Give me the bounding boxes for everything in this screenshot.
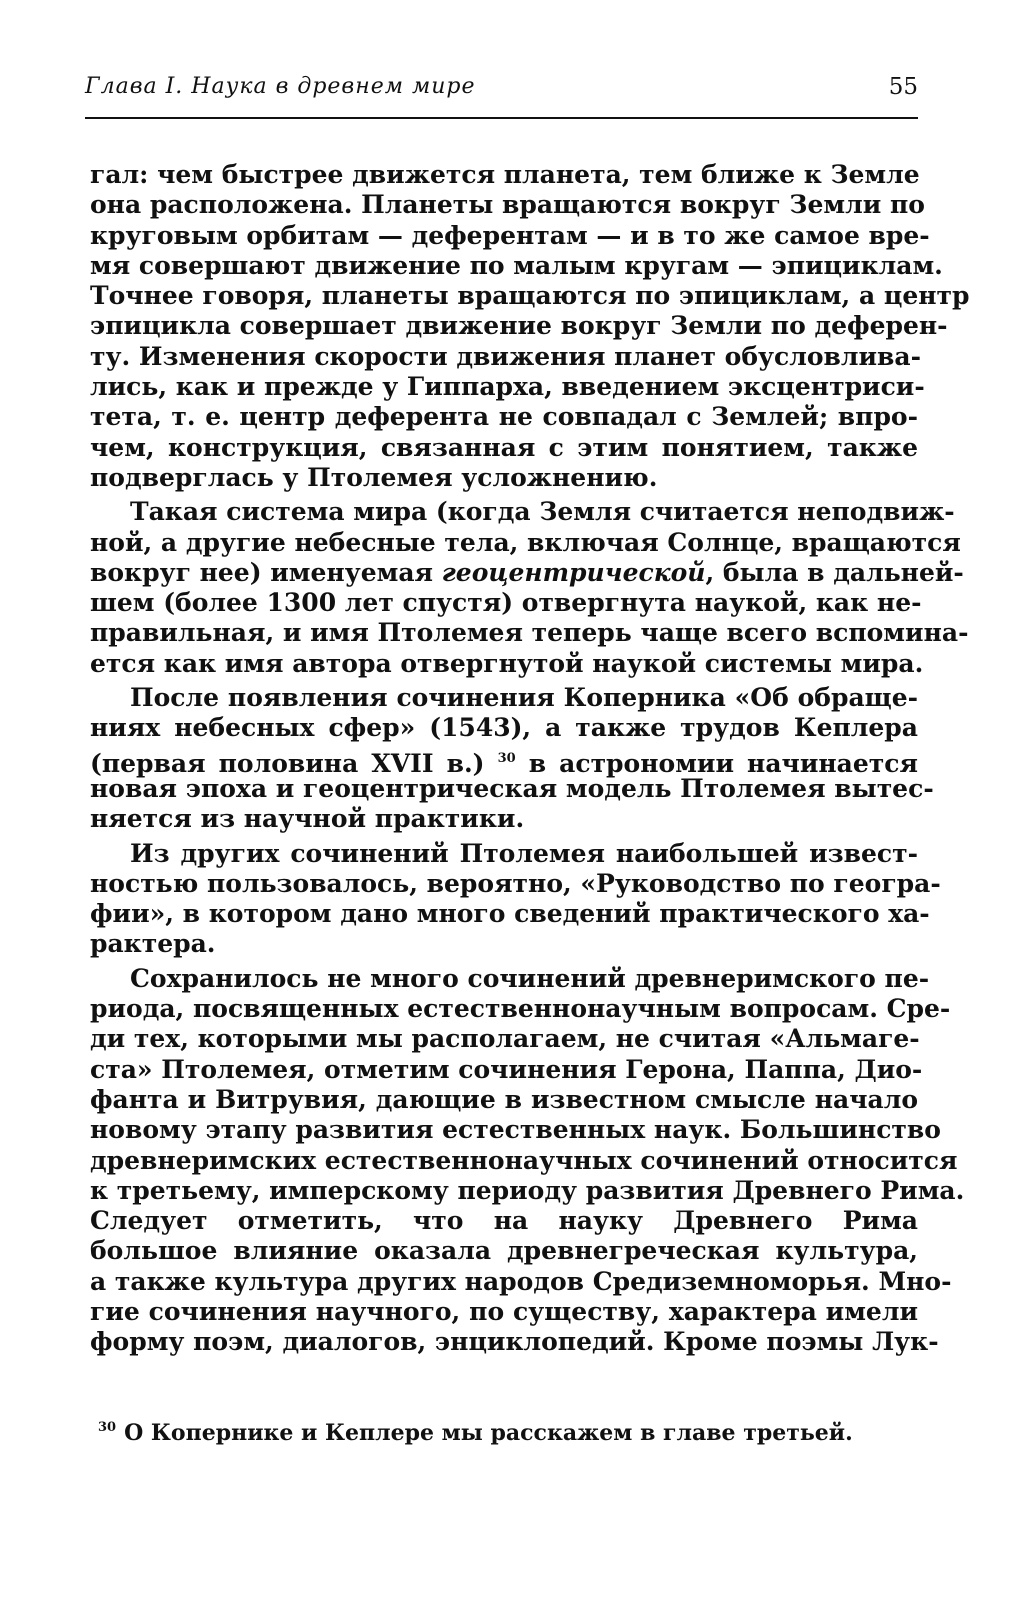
text-run: , была в дальней- <box>705 557 964 587</box>
text-line: ди тех, которыми мы располагаем, не считая «Альмаге- <box>90 1024 920 1054</box>
text-line: лись, как и прежде у Гиппарха, введением эксцентриси- <box>90 372 925 402</box>
footnote-text: О Копернике и Кеплере мы расскажем в главе третьей. <box>124 1420 853 1446</box>
text-line <box>90 744 918 778</box>
text-line: Точнее говоря, планеты вращаются по эпициклам, а центр <box>90 281 970 311</box>
text-line: ту. Изменения скорости движения планет обусловлива- <box>90 341 922 371</box>
text-line: новому этапу развития естественных наук. Большинство <box>90 1115 941 1145</box>
paragraph <box>90 963 965 1358</box>
text-line <box>90 557 964 588</box>
footnote-ref: 30 <box>497 750 516 766</box>
text-line: няется из научной практики. <box>90 804 525 834</box>
text-line: она расположена. Планеты вращаются вокруг Земли по <box>90 190 925 220</box>
text-line: подверглась у Птолемея усложнению. <box>90 462 658 492</box>
text-line: новая эпоха и геоцентрическая модель Птолемея вытес- <box>90 773 934 803</box>
text-line: гие сочинения научного, по существу, характера имели <box>90 1296 918 1326</box>
paragraph <box>90 160 970 493</box>
text-line: чем, конструкция, связанная с этим понятием, также <box>90 432 918 462</box>
paragraph <box>90 683 934 834</box>
text-line: Сохранилось не много сочинений древнеримского пе- <box>130 963 930 993</box>
text-line: мя совершают движение по малым кругам — эпициклам. <box>90 250 943 280</box>
body-text <box>90 160 970 1358</box>
text-line: ностью пользовалось, вероятно, «Руководство по геогра- <box>90 868 941 898</box>
text-line: Из других сочинений Птолемея наибольшей извест- <box>130 838 918 868</box>
text-line: шем (более 1300 лет спустя) отвергнута наукой, как не- <box>90 588 922 618</box>
text-line: гал: чем быстрее движется планета, тем ближе к Земле <box>90 160 920 189</box>
text-line: фии», в котором дано много сведений практического ха- <box>90 899 930 929</box>
text-line: форму поэм, диалогов, энциклопедий. Кроме поэмы Лук- <box>90 1327 939 1357</box>
text-run: в астрономии начинается <box>528 748 918 778</box>
text-line: а также культура других народов Средиземноморья. Мно- <box>90 1266 952 1296</box>
text-line: тета, т. е. центр деферента не совпадал с Землей; впро- <box>90 402 918 432</box>
text-line: ной, а другие небесные тела, включая Солнце, вращаются <box>90 527 961 557</box>
page-number: 55 <box>888 74 918 100</box>
text-line: ниях небесных сфер» (1543), а также трудов Кеплера <box>90 713 918 743</box>
text-line: ется как имя автора отвергнутой наукой системы мира. <box>90 648 924 678</box>
paragraph <box>90 838 941 960</box>
text-line: древнеримских естественнонаучных сочинений относится <box>90 1145 958 1175</box>
text-line: большое влияние оказала древнегреческая культура, <box>90 1236 918 1266</box>
paragraph <box>90 497 969 679</box>
text-line: После появления сочинения Коперника «Об обраще- <box>130 683 918 713</box>
text-line: круговым орбитам — деферентам — и в то же самое вре- <box>90 220 930 250</box>
text-line: к третьему, имперскому периоду развития Древнего Рима. <box>90 1175 965 1205</box>
header-rule <box>85 117 918 119</box>
running-head: Глава I. Наука в древнем мире <box>85 74 476 99</box>
text-line: фанта и Витрувия, дающие в известном смысле начало <box>90 1084 918 1114</box>
text-line: рактера. <box>90 929 216 959</box>
text-line: Следует отметить, что на науку Древнего Рима <box>90 1206 918 1236</box>
text-line: риода, посвященных естественнонаучным вопросам. Сре- <box>90 994 951 1024</box>
page-header <box>85 74 918 108</box>
text-line: эпицикла совершает движение вокруг Земли по деферен- <box>90 311 948 341</box>
text-run: (первая половина XVII в.) <box>90 748 485 778</box>
italic-term: геоцентрической <box>441 557 706 587</box>
text-line: ста» Птолемея, отметим сочинения Герона, Паппа, Дио- <box>90 1054 923 1084</box>
text-run: вокруг нее) именуемая <box>90 557 434 587</box>
text-line: Такая система мира (когда Земля считается неподвиж- <box>130 497 955 527</box>
footnote <box>98 1420 853 1446</box>
footnote-marker: 30 <box>98 1420 117 1435</box>
text-line: правильная, и имя Птолемея теперь чаще всего вспомина- <box>90 618 969 648</box>
